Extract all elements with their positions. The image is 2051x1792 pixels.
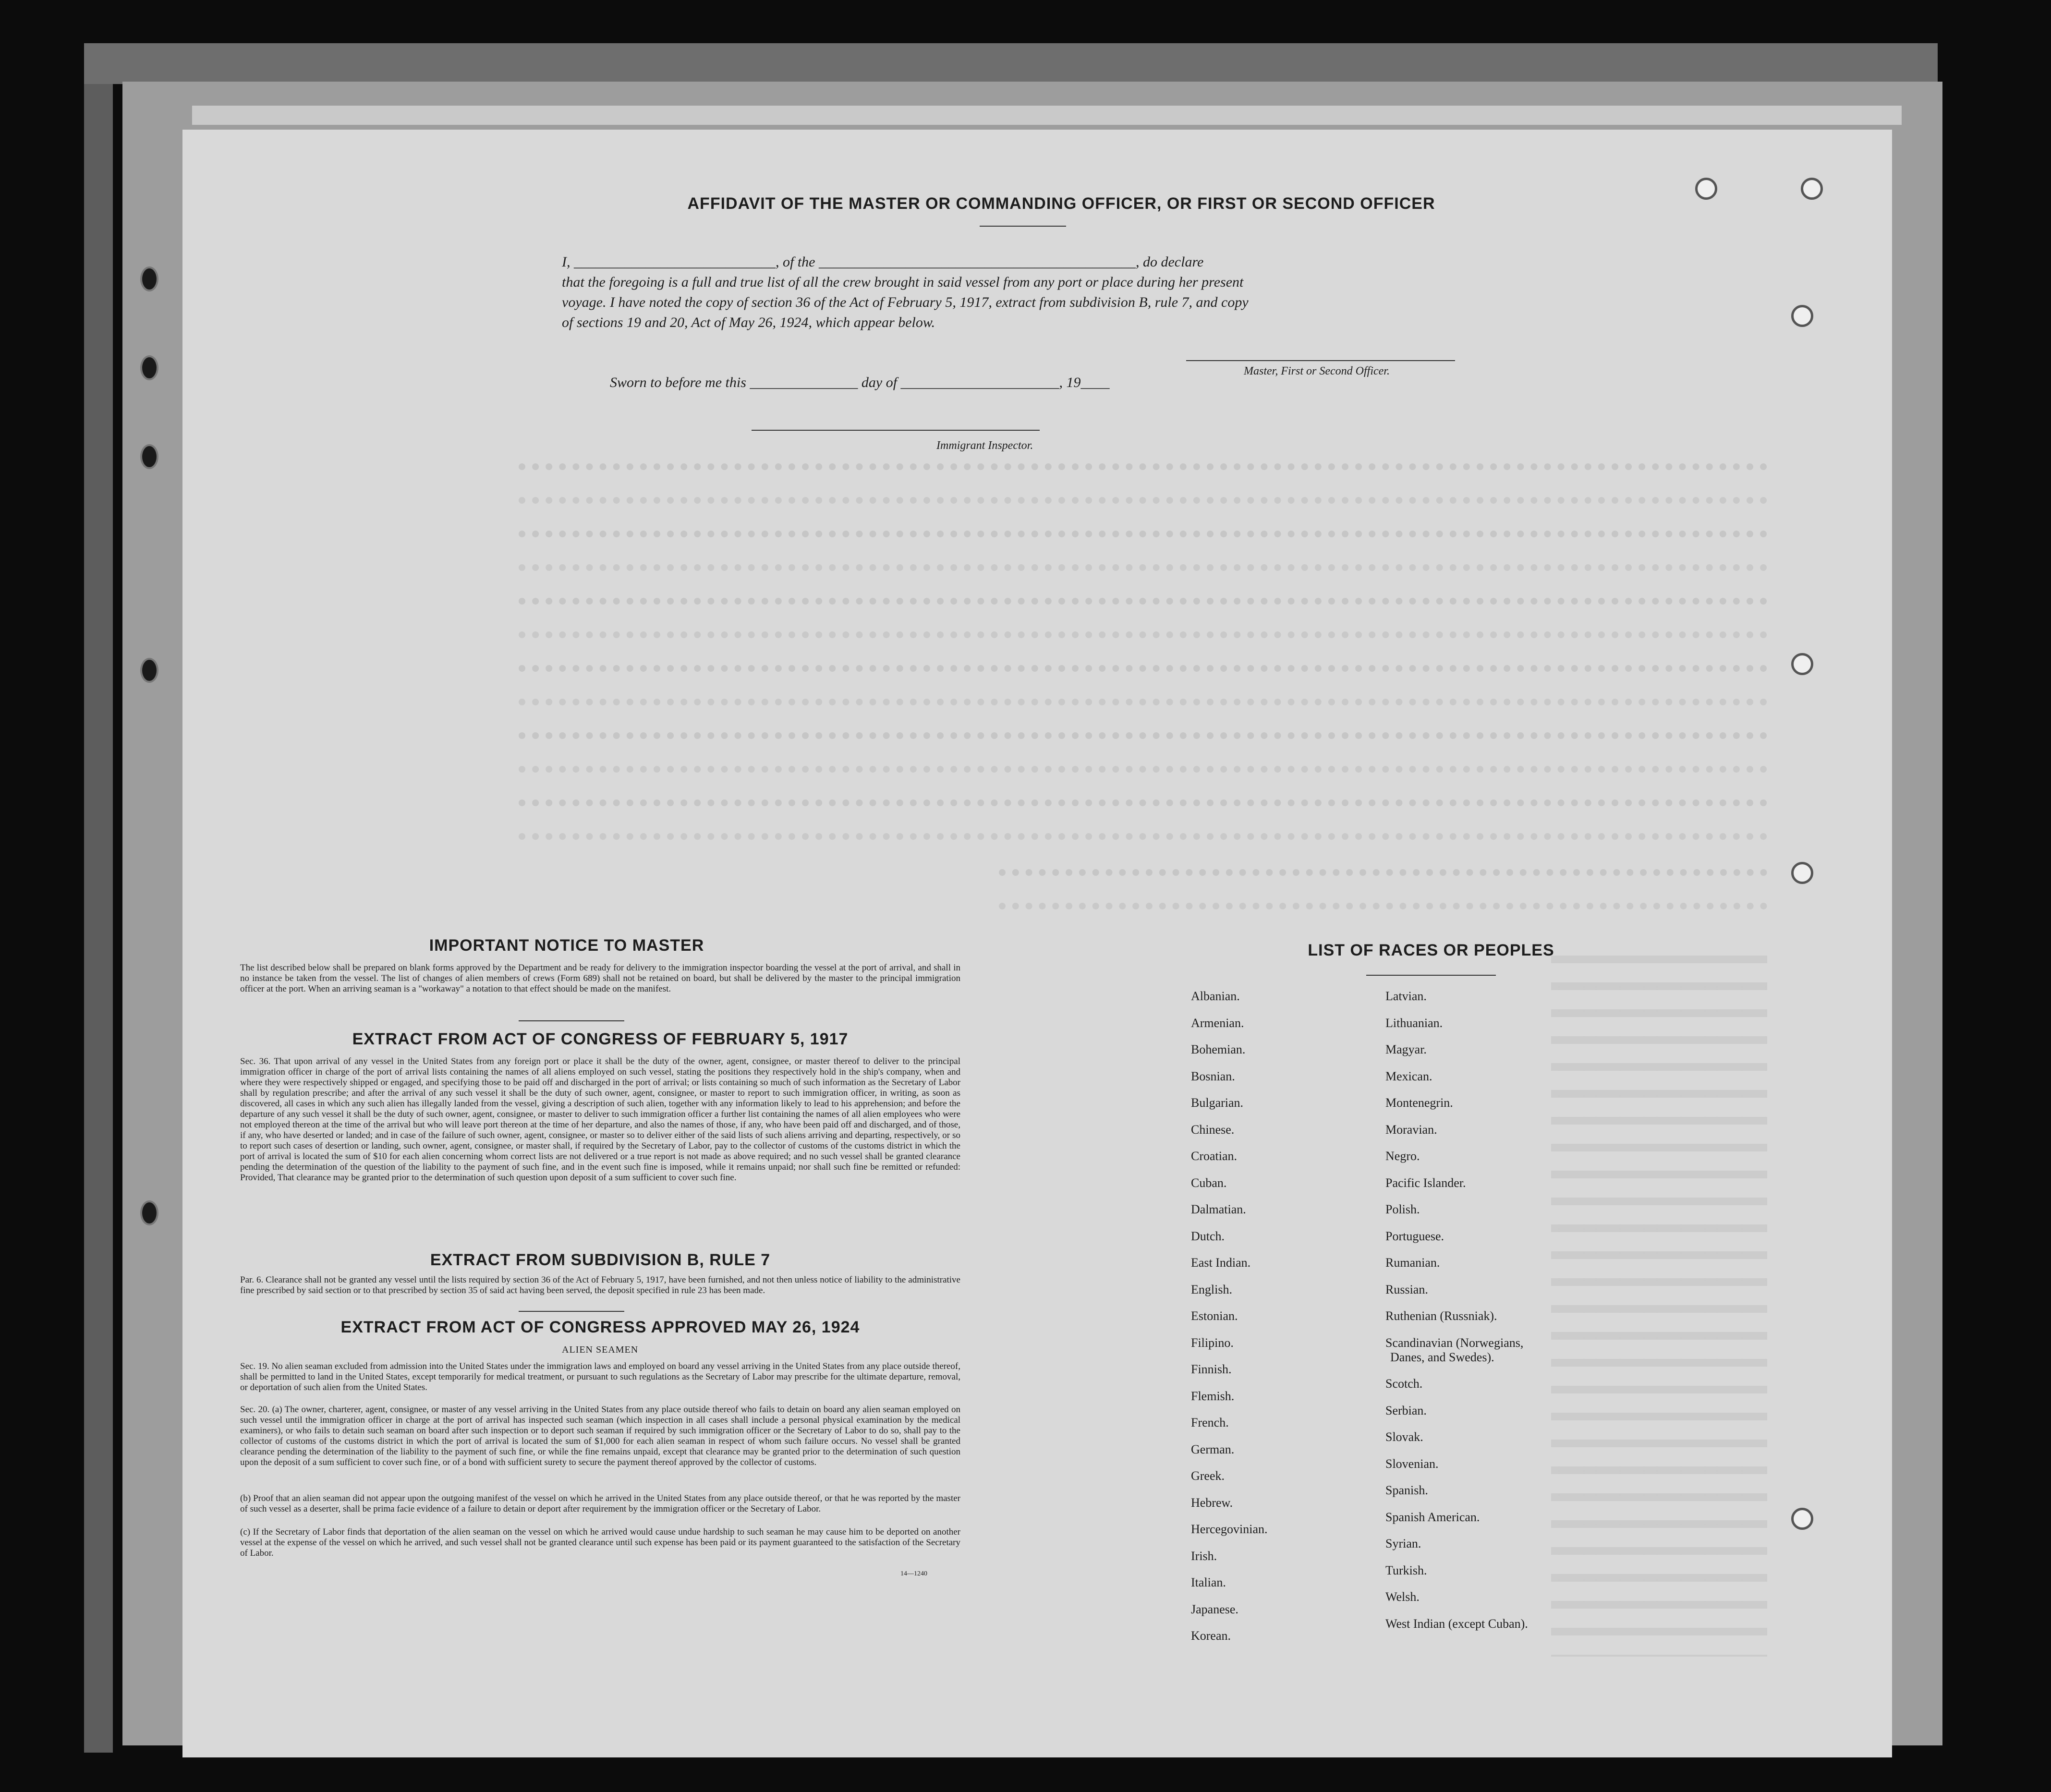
races-title-underline bbox=[1366, 975, 1496, 976]
race-item: Negro. bbox=[1385, 1149, 1420, 1163]
race-item: Japanese. bbox=[1191, 1602, 1238, 1616]
notice-divider bbox=[519, 1020, 624, 1021]
race-item: Finnish. bbox=[1191, 1362, 1232, 1376]
race-item: Scandinavian (Norwegians, bbox=[1385, 1335, 1524, 1350]
binder-hole bbox=[140, 1200, 158, 1225]
scan-frame-left bbox=[84, 43, 113, 1753]
race-item: Spanish American. bbox=[1385, 1510, 1480, 1524]
punch-hole bbox=[1791, 653, 1813, 675]
race-item: Bosnian. bbox=[1191, 1069, 1235, 1083]
race-item: Moravian. bbox=[1385, 1122, 1437, 1137]
declaration-line: I, ____________________________, of the ____________________________________________, do declare bbox=[562, 254, 1204, 270]
punch-hole bbox=[1791, 305, 1813, 327]
race-item: Scotch. bbox=[1385, 1377, 1423, 1391]
race-item: Russian. bbox=[1385, 1282, 1428, 1296]
race-item: English. bbox=[1191, 1282, 1232, 1296]
race-item: Danes, and Swedes). bbox=[1390, 1350, 1494, 1364]
race-item: Rumanian. bbox=[1385, 1256, 1440, 1270]
declaration-line: of sections 19 and 20, Act of May 26, 1924, which appear below. bbox=[562, 315, 935, 330]
race-item: Turkish. bbox=[1385, 1563, 1427, 1577]
declaration-line: voyage. I have noted the copy of section 36 of the Act of February 5, 1917, extract from subdivision B, rule 7, and copy bbox=[562, 294, 1249, 310]
race-item: Portuguese. bbox=[1385, 1229, 1444, 1243]
race-item: Slovenian. bbox=[1385, 1456, 1439, 1471]
races-right-column bbox=[1385, 989, 1528, 1643]
race-item: Latvian. bbox=[1385, 989, 1427, 1003]
race-item: West Indian (except Cuban). bbox=[1385, 1616, 1528, 1631]
race-item: Bulgarian. bbox=[1191, 1096, 1244, 1110]
race-item: Bohemian. bbox=[1191, 1042, 1246, 1056]
race-item: Welsh. bbox=[1385, 1590, 1420, 1604]
race-item: Polish. bbox=[1385, 1202, 1420, 1216]
sec20b-text: (b) Proof that an alien seaman did not appear upon the outgoing manifest of the vessel on which he arrived in the United States from any place outside thereof, or that he was reported by the master of such vessel as a deserter, shall be prima facie evidence of a failure to detain or deport after requirement by the immigration officer or the Secretary of Labor. bbox=[240, 1493, 960, 1514]
race-item: Dutch. bbox=[1191, 1229, 1225, 1243]
race-item: Chinese. bbox=[1191, 1122, 1235, 1137]
race-item: Flemish. bbox=[1191, 1389, 1235, 1403]
race-item: Magyar. bbox=[1385, 1042, 1427, 1056]
inspector-caption: Immigrant Inspector. bbox=[936, 439, 1033, 452]
extract-1924-title: EXTRACT FROM ACT OF CONGRESS APPROVED MAY 26, 1924 bbox=[340, 1318, 860, 1336]
race-item: Hebrew. bbox=[1191, 1495, 1233, 1510]
race-item: Dalmatian. bbox=[1191, 1202, 1246, 1216]
race-item: Slovak. bbox=[1385, 1430, 1423, 1444]
race-item: Greek. bbox=[1191, 1469, 1225, 1483]
punch-hole bbox=[1791, 1508, 1813, 1530]
race-item: Ruthenian (Russniak). bbox=[1385, 1309, 1497, 1323]
document-page bbox=[182, 130, 1892, 1757]
race-item: Pacific Islander. bbox=[1385, 1175, 1466, 1190]
race-item: Armenian. bbox=[1191, 1016, 1244, 1030]
race-item: Serbian. bbox=[1385, 1403, 1427, 1417]
race-item: Croatian. bbox=[1191, 1149, 1238, 1163]
extract-1917-title: EXTRACT FROM ACT OF CONGRESS OF FEBRUARY 5, 1917 bbox=[352, 1030, 849, 1048]
affidavit-declaration bbox=[562, 252, 1489, 333]
race-item: German. bbox=[1191, 1442, 1235, 1456]
binder-hole bbox=[140, 658, 158, 683]
race-item: Filipino. bbox=[1191, 1335, 1234, 1350]
race-item: Syrian. bbox=[1385, 1537, 1421, 1550]
race-item: Irish. bbox=[1191, 1549, 1217, 1563]
page-edge bbox=[192, 106, 1902, 125]
race-item: East Indian. bbox=[1191, 1256, 1251, 1270]
sec20c-text: (c) If the Secretary of Labor finds that deportation of the alien seaman on the vessel on which he arrived would cause undue hardship to such seaman he may cause him to be deported on another vessel at the expense of the vessel on which he arrived, and such vessel shall not be granted clearance until such expense has been paid or its payment guaranteed to the satisfaction of the Secretary of Labor. bbox=[240, 1527, 960, 1558]
alien-seamen-subtitle: ALIEN SEAMEN bbox=[562, 1344, 639, 1355]
notice-text: The list described below shall be prepared on blank forms approved by the Department and be ready for delivery to the immigration inspector boarding the vessel at the port of arrival, and shall in no instance be taken from the vessel. The list of changes of alien members of crews (Form 689) shall not be retained on board, but shall be delivered by the master to the principal immigration officer at the port. When an arriving seaman is a "workaway" a notation to that effect should be made on the manifest. bbox=[240, 963, 960, 994]
binder-hole bbox=[140, 444, 158, 469]
punch-hole bbox=[1791, 862, 1813, 884]
extract-rule7-title: EXTRACT FROM SUBDIVISION B, RULE 7 bbox=[430, 1251, 771, 1269]
binder-hole bbox=[140, 266, 158, 291]
races-title: LIST OF RACES OR PEOPLES bbox=[1308, 941, 1554, 959]
scan-frame-top bbox=[84, 43, 1938, 84]
race-item: Italian. bbox=[1191, 1575, 1226, 1589]
race-item: Hercegovinian. bbox=[1191, 1522, 1268, 1536]
affidavit-title: AFFIDAVIT OF THE MASTER OR COMMANDING OFFICER, OR FIRST OR SECOND OFFICER bbox=[687, 194, 1435, 213]
inspector-signature-line bbox=[752, 430, 1040, 431]
race-item: Montenegrin. bbox=[1385, 1096, 1453, 1110]
title-underline bbox=[980, 226, 1066, 227]
race-item: Estonian. bbox=[1191, 1309, 1238, 1323]
punch-hole bbox=[1801, 178, 1823, 200]
extract-rule7-text: Par. 6. Clearance shall not be granted any vessel until the lists required by section 36 of the Act of February 5, 1917, have been furnished, and not then unless notice of liability to the administrative fine prescribed by said section or to that prescribed by section 35 of said act having been served, the deposit specified in rule 23 has been made. bbox=[240, 1275, 960, 1296]
master-signature-caption: Master, First or Second Officer. bbox=[1244, 365, 1390, 377]
race-item: Mexican. bbox=[1385, 1069, 1432, 1083]
race-item: French. bbox=[1191, 1416, 1229, 1429]
punch-hole bbox=[1695, 178, 1717, 200]
sworn-line: Sworn to before me this _______________ day of ______________________, 19____ bbox=[610, 375, 1110, 390]
declaration-line: that the foregoing is a full and true list of all the crew brought in said vessel from any port or place during her present bbox=[562, 274, 1244, 290]
race-item: Albanian. bbox=[1191, 989, 1240, 1003]
binder-hole bbox=[140, 355, 158, 380]
extract-1917-text: Sec. 36. That upon arrival of any vessel in the United States from any foreign port or place it shall be the duty of the owner, agent, consignee, or master thereof to deliver to the principal immigration officer in charge of the port of arrival lists containing the names of all aliens employed on such vessel, stating the positions they respectively hold in the ship's company, when and where they were respectively shipped or engaged, and specifying those to be paid off and discharged in the port of arrival; or lists containing so much of such information as the Secretary of Labor shall by regulation prescribe; and after the arrival of any such vessel it shall be the duty of such owner, agent, consignee, or master to report to such immigration officer, in writing, as soon as discovered, all cases in which any such alien has illegally landed from the vessel, giving a description of such alien, together with any information likely to lead to his apprehension; and before the departure of any such vessel it shall be the duty of such owner, agent, consignee, or master to deliver to such immigration officer a further list containing the names of all alien employees who were not employed thereon at the time of the arrival but who will leave port thereon at the time of her departure, and also the names of those, if any, who have been paid off and discharged, and of those, if any, who have deserted or landed; and in case of the failure of such owner, agent, consignee, or master so to deliver either of the said lists of such aliens arriving and departing, respectively, or so to report such cases of desertion or landing, such owner, agent, consignee, or master shall, if required by the Secretary of Labor, pay to the collector of customs of the customs district in which the port of arrival is located the sum of $10 for each alien concerning whom correct lists are not delivered or a true report is not made as above required; and no such vessel shall be granted clearance pending the determination of the question of the liability to the payment of such fine, and in the event such fine is imposed, while it remains unpaid; nor shall such fine be remitted or refunded: Provided, That clearance may be granted prior to the determination of such question upon deposit of a sum sufficient to cover such fine. bbox=[240, 1056, 960, 1183]
sec20a-text: Sec. 20. (a) The owner, charterer, agent, consignee, or master of any vessel arriving in the United States from any place outside thereof who fails to detain on board any alien seaman employed on such vessel until the immigration officer in charge at the port of arrival has inspected such seaman (which inspection in all cases shall include a personal physical examination by the medical examiners), or who fails to detain such seaman on board after such inspection or to deport such seaman if required by such immigration officer or the Secretary of Labor to do so, shall pay to the collector of customs of the customs district in which the port of arrival is located the sum of $1,000 for each alien seaman in respect of whom such failure occurs. No vessel shall be granted clearance pending the determination of the liability to the payment of such fine, or while the fine remains unpaid, except that clearance may be granted prior to the determination of such question upon the deposit of a sum sufficient to cover such fine, or of a bond with sufficient surety to secure the payment thereof approved by the collector of customs. bbox=[240, 1405, 960, 1467]
master-signature-line bbox=[1186, 360, 1455, 361]
rule7-divider bbox=[519, 1311, 624, 1312]
race-item: Lithuanian. bbox=[1385, 1016, 1443, 1030]
sec19-text: Sec. 19. No alien seaman excluded from admission into the United States under the immigration laws and employed on board any vessel arriving in the United States from any place outside thereof, shall be permitted to land in the United States, except temporarily for medical treatment, or pursuant to such regulations as the Secretary of Labor may prescribe for the ultimate departure, removal, or deportation of such alien from the United States. bbox=[240, 1361, 960, 1392]
race-item: Cuban. bbox=[1191, 1175, 1227, 1190]
form-number: 14—1240 bbox=[900, 1570, 927, 1577]
race-item: Spanish. bbox=[1385, 1483, 1428, 1497]
notice-title: IMPORTANT NOTICE TO MASTER bbox=[429, 936, 704, 955]
races-left-column bbox=[1191, 989, 1268, 1656]
race-item: Korean. bbox=[1191, 1629, 1231, 1643]
